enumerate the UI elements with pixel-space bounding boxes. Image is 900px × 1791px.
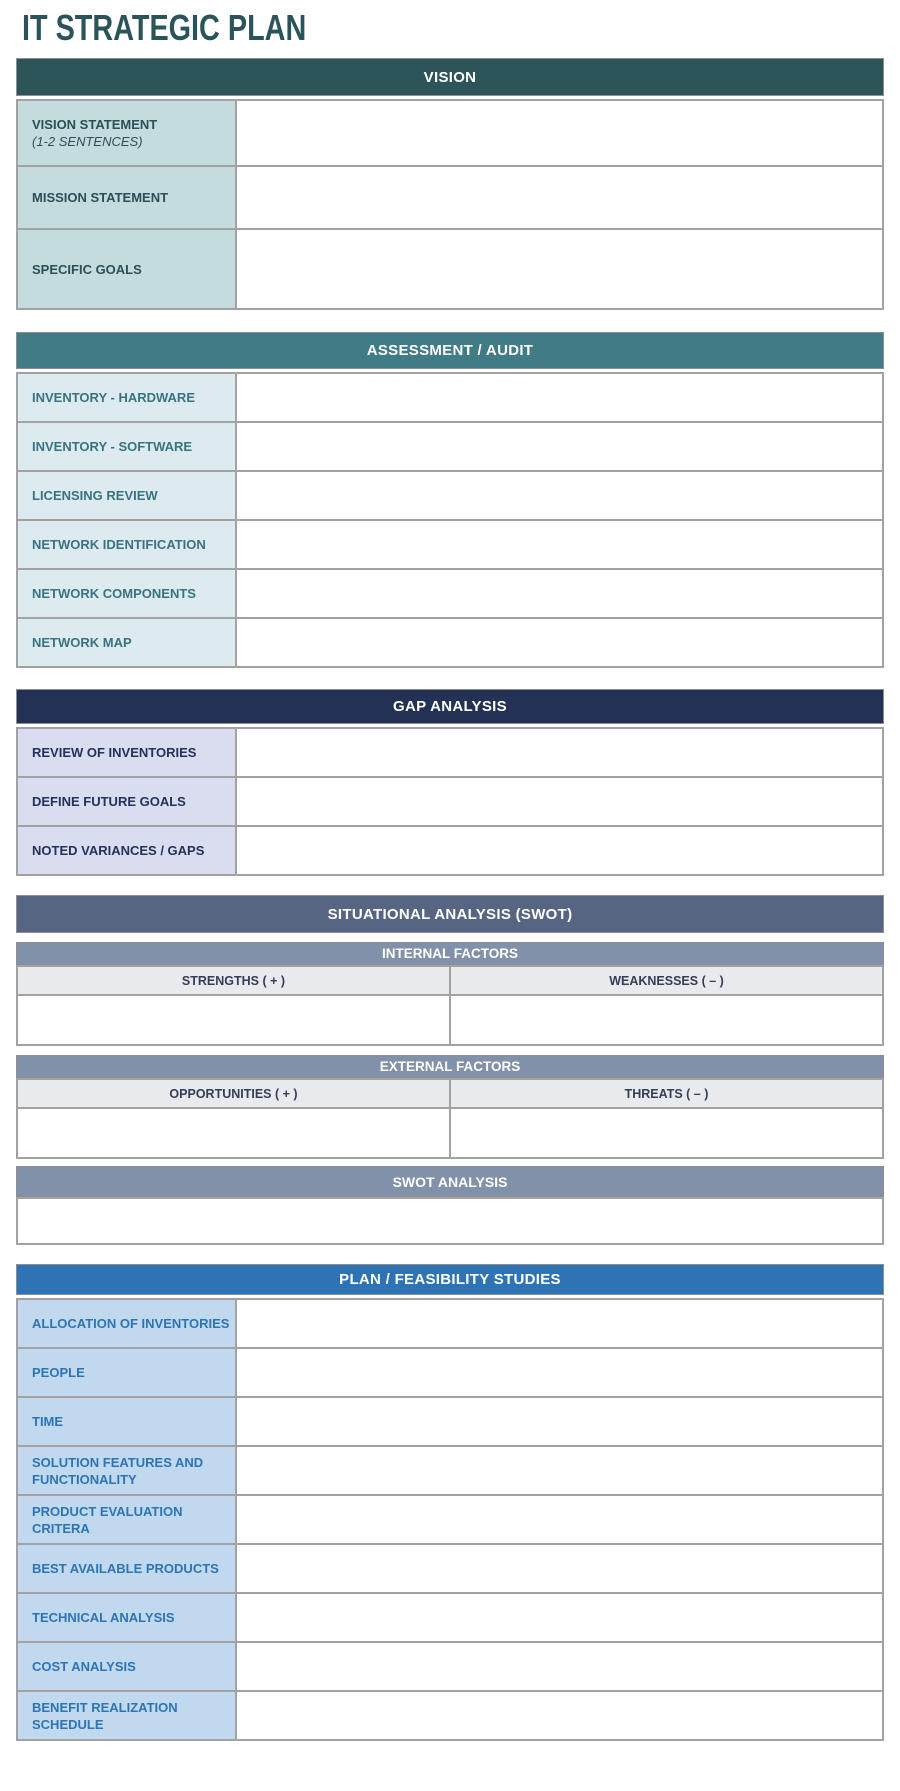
people-label: PEOPLE <box>17 1348 236 1397</box>
mission-statement-label: MISSION STATEMENT <box>17 166 236 229</box>
internal-factors-table <box>16 965 884 1046</box>
network-identification-input[interactable] <box>236 520 883 569</box>
define-future-goals-input[interactable] <box>236 777 883 826</box>
weaknesses-column-header: WEAKNESSES ( – ) <box>450 966 883 995</box>
vision-table <box>16 99 884 310</box>
technical-analysis-input[interactable] <box>236 1593 883 1642</box>
solution-features-input[interactable] <box>236 1446 883 1495</box>
table-row <box>17 1446 883 1495</box>
section-vision <box>16 58 884 310</box>
table-row <box>17 229 883 309</box>
section-swot <box>16 895 884 1245</box>
assessment-table <box>16 372 884 668</box>
threats-input[interactable] <box>450 1108 883 1158</box>
review-of-inventories-input[interactable] <box>236 728 883 777</box>
vision-statement-label <box>17 100 236 166</box>
noted-variances-gaps-input[interactable] <box>236 826 883 875</box>
network-identification-label: NETWORK IDENTIFICATION <box>17 520 236 569</box>
table-row <box>17 520 883 569</box>
table-row <box>17 422 883 471</box>
vision-statement-input[interactable] <box>236 100 883 166</box>
review-of-inventories-label: REVIEW OF INVENTORIES <box>17 728 236 777</box>
row-label: VISION STATEMENT <box>32 117 158 132</box>
table-row <box>17 1642 883 1691</box>
product-evaluation-criteria-label: PRODUCT EVALUATION CRITERA <box>17 1495 236 1544</box>
section-plan-feasibility <box>16 1264 884 1741</box>
allocation-of-inventories-input[interactable] <box>236 1299 883 1348</box>
noted-variances-gaps-label: NOTED VARIANCES / GAPS <box>17 826 236 875</box>
network-components-label: NETWORK COMPONENTS <box>17 569 236 618</box>
network-map-label: NETWORK MAP <box>17 618 236 667</box>
threats-column-header: THREATS ( – ) <box>450 1079 883 1108</box>
table-row <box>17 1079 883 1108</box>
vision-section-header: VISION <box>16 58 884 96</box>
table-row <box>17 1593 883 1642</box>
best-available-products-input[interactable] <box>236 1544 883 1593</box>
table-row <box>17 826 883 875</box>
weaknesses-input[interactable] <box>450 995 883 1045</box>
table-row <box>17 966 883 995</box>
table-row <box>17 373 883 422</box>
table-row <box>17 777 883 826</box>
licensing-review-label: LICENSING REVIEW <box>17 471 236 520</box>
time-label: TIME <box>17 1397 236 1446</box>
technical-analysis-label: TECHNICAL ANALYSIS <box>17 1593 236 1642</box>
swot-analysis-input[interactable] <box>16 1197 884 1245</box>
plan-section-header: PLAN / FEASIBILITY STUDIES <box>16 1264 884 1295</box>
table-row <box>17 1495 883 1544</box>
section-assessment-audit <box>16 332 884 668</box>
benefit-realization-schedule-label: BENEFIT REALIZATION SCHEDULE <box>17 1691 236 1740</box>
opportunities-column-header: OPPORTUNITIES ( + ) <box>17 1079 450 1108</box>
cost-analysis-label: COST ANALYSIS <box>17 1642 236 1691</box>
table-row <box>17 569 883 618</box>
page <box>16 0 884 1741</box>
solution-features-label: SOLUTION FEATURES AND FUNCTIONALITY <box>17 1446 236 1495</box>
internal-factors-header: INTERNAL FACTORS <box>16 942 884 965</box>
table-row <box>17 166 883 229</box>
table-row <box>17 618 883 667</box>
table-row <box>17 1348 883 1397</box>
inventory-software-label: INVENTORY - SOFTWARE <box>17 422 236 471</box>
swot-analysis-header: SWOT ANALYSIS <box>16 1166 884 1197</box>
specific-goals-input[interactable] <box>236 229 883 309</box>
specific-goals-label: SPECIFIC GOALS <box>17 229 236 309</box>
time-input[interactable] <box>236 1397 883 1446</box>
strengths-column-header: STRENGTHS ( + ) <box>17 966 450 995</box>
table-row <box>17 471 883 520</box>
cost-analysis-input[interactable] <box>236 1642 883 1691</box>
inventory-hardware-input[interactable] <box>236 373 883 422</box>
mission-statement-input[interactable] <box>236 166 883 229</box>
best-available-products-label: BEST AVAILABLE PRODUCTS <box>17 1544 236 1593</box>
external-factors-header: EXTERNAL FACTORS <box>16 1055 884 1078</box>
network-components-input[interactable] <box>236 569 883 618</box>
inventory-hardware-label: INVENTORY - HARDWARE <box>17 373 236 422</box>
inventory-software-input[interactable] <box>236 422 883 471</box>
network-map-input[interactable] <box>236 618 883 667</box>
allocation-of-inventories-label: ALLOCATION OF INVENTORIES <box>17 1299 236 1348</box>
assessment-section-header: ASSESSMENT / AUDIT <box>16 332 884 369</box>
table-row <box>17 995 883 1045</box>
strengths-input[interactable] <box>17 995 450 1045</box>
gap-analysis-section-header: GAP ANALYSIS <box>16 689 884 724</box>
table-row <box>17 1299 883 1348</box>
product-evaluation-criteria-input[interactable] <box>236 1495 883 1544</box>
section-gap-analysis <box>16 689 884 876</box>
opportunities-input[interactable] <box>17 1108 450 1158</box>
table-row <box>17 1544 883 1593</box>
gap-analysis-table <box>16 727 884 876</box>
row-sublabel: (1-2 SENTENCES) <box>32 134 143 149</box>
table-row <box>17 1691 883 1740</box>
table-row <box>17 728 883 777</box>
people-input[interactable] <box>236 1348 883 1397</box>
page-title: IT STRATEGIC PLAN <box>22 7 307 48</box>
table-row <box>17 1108 883 1158</box>
table-row <box>17 100 883 166</box>
benefit-realization-schedule-input[interactable] <box>236 1691 883 1740</box>
licensing-review-input[interactable] <box>236 471 883 520</box>
swot-section-header: SITUATIONAL ANALYSIS (SWOT) <box>16 895 884 933</box>
table-row <box>17 1397 883 1446</box>
plan-table <box>16 1298 884 1741</box>
define-future-goals-label: DEFINE FUTURE GOALS <box>17 777 236 826</box>
external-factors-table <box>16 1078 884 1159</box>
